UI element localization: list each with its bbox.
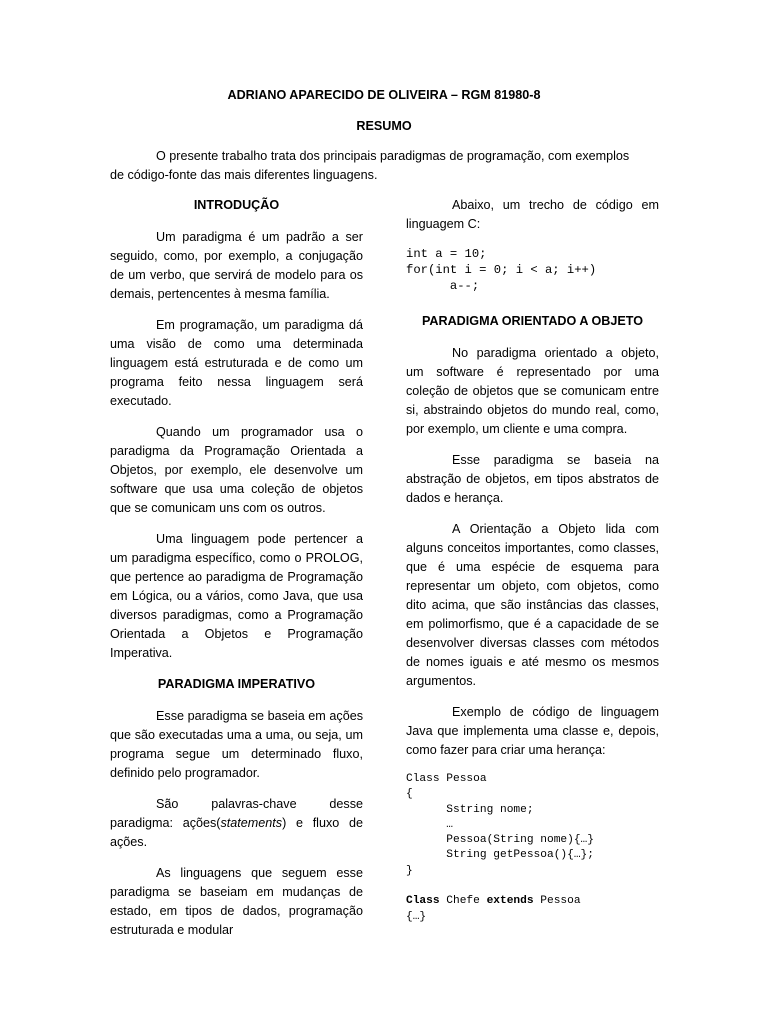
resumo-heading: RESUMO [356,119,412,133]
intro-paragraph-3: Quando um programador usa o paradigma da Programação Orientada a Objetos, por exemplo, ele desenvolve um software que usa uma coleção de objetos que se comunicam uns com os outros. [110,425,363,515]
oo-paragraph-2: Esse paradigma se baseia na abstração de objetos, em tipos abstratos de dados e herança. [406,453,659,505]
java-keyword-class: Class [406,895,440,908]
oo-paragraph-3: A Orientação a Objeto lida com alguns conceitos importantes, como classes, que é uma espécie de esquema para representar um objeto, com objetos, como dito acima, que são instâncias das classes, em polimorfismo, que é a capacidade de se desenvolver diversas classes com métodos de nomes iguais e até mesmo os mesmos argumentos. [406,522,659,688]
imperative-p2-start: São palavras-chave desse paradigma: ações( [110,797,363,830]
intro-paragraph-2: Em programação, um paradigma dá uma visão de como uma determinada linguagem está estruturada e de como um programa feito nessa linguagem será executado. [110,318,363,408]
c-code-block: int a = 10; for(int i = 0; i < a; i++) a--; [406,247,597,293]
java-code-end: Pessoa {…} [406,895,581,923]
oo-heading: PARADIGMA ORIENTADO A OBJETO [421,314,644,328]
intro-paragraph-1: Um paradigma é um padrão a ser seguido, como, por exemplo, a conjugação de um verbo, que servirá de modelo para os demais, pertencentes à mesma família. [110,230,363,301]
statements-term: statements [220,816,283,830]
left-column [110,196,363,952]
intro-paragraph-4: Uma linguagem pode pertencer a um paradigma específico, como o PROLOG, que pertence ao paradigma de Programação em Lógica, ou a vários, como Java, que usa diversos paradigmas, como a Programação Orientada a Objetos e Programação Imperativa. [110,532,363,660]
java-code-intro: Exemplo de código de linguagem Java que implementa uma classe e, depois, como fazer para criar uma herança: [406,705,659,757]
imperative-paragraph-2 [110,795,363,852]
imperative-paragraph-3: As linguagens que seguem esse paradigma se baseiam em mudanças de estado, em tipos de dados, programação estruturada e modular [110,866,363,937]
imperative-p2-end: ) e fluxo de ações. [110,816,363,849]
right-column [406,196,659,943]
oo-paragraph-1: No paradigma orientado a objeto, um software é representado por uma coleção de objetos que se comunicam entre si, abstraindo objetos do mundo real, como, por exemplo, um cliente e uma compra. [406,346,659,436]
resumo-paragraph: O presente trabalho trata dos principais paradigmas de programação, com exemplos de código-fonte das mais diferentes linguagens. [110,149,630,182]
imperative-heading: PARADIGMA IMPERATIVO [157,677,316,691]
java-code-chefe: Chefe [439,895,487,908]
c-code-intro: Abaixo, um trecho de código em linguagem C: [406,198,659,231]
java-code-class: Class Pessoa { Sstring nome; … Pessoa(String nome){…} String getPessoa(){…}; } [406,773,594,877]
imperative-paragraph-1: Esse paradigma se baseia em ações que são executadas uma a uma, ou seja, um programa segue um determinado fluxo, definido pelo programador. [110,709,363,780]
intro-heading: INTRODUÇÃO [193,198,280,212]
java-keyword-extends: extends [486,895,534,908]
java-code-block [406,772,659,925]
author-line: ADRIANO APARECIDO DE OLIVEIRA – RGM 81980-8 [227,88,541,102]
